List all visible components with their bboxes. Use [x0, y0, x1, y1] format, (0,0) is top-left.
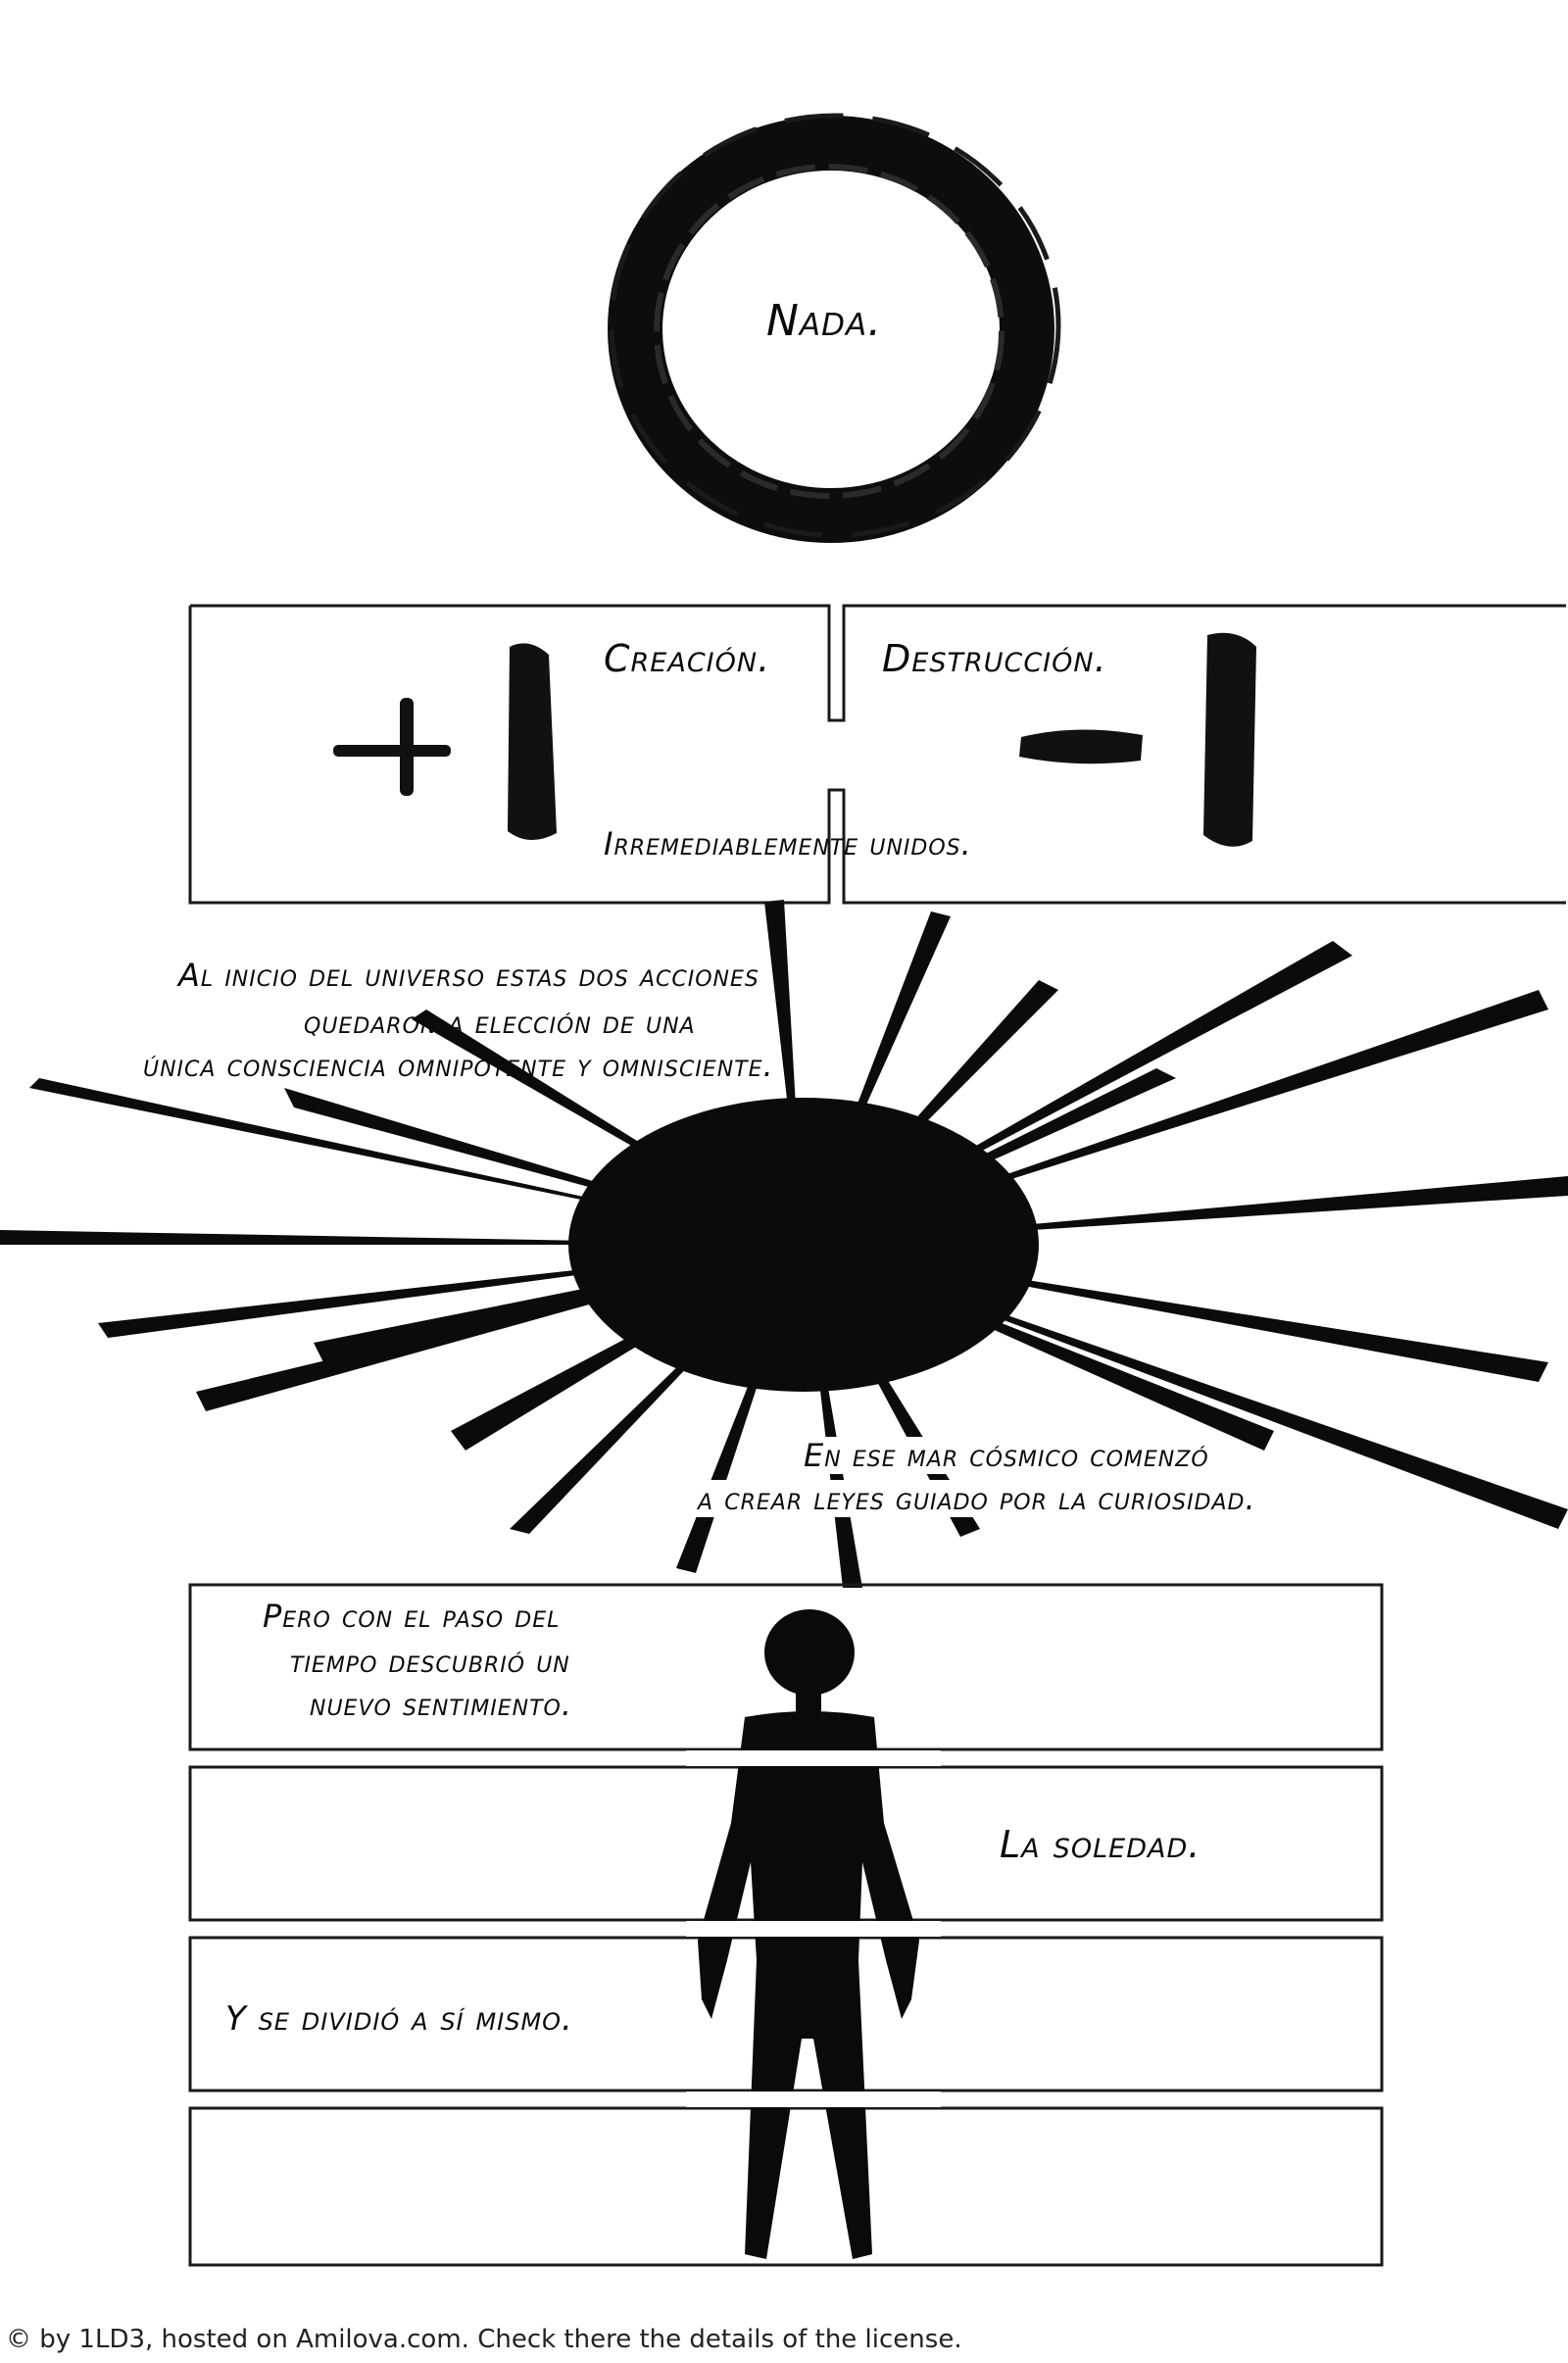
- caption-soledad: La soledad.: [1000, 1823, 1201, 1866]
- caption-inicio-1: Al inicio del universo estas dos acciones: [178, 957, 760, 994]
- caption-dividio: Y se dividió a sí mismo.: [225, 1999, 573, 2039]
- caption-mar-2: a crear leyes guiado por la curiosidad.: [692, 1480, 1262, 1517]
- caption-pero-3: nuevo sentimiento.: [310, 1686, 573, 1723]
- caption-creacion: Creación.: [604, 637, 771, 680]
- caption-pero-1: Pero con el paso del: [263, 1598, 561, 1635]
- caption-pero-2: tiempo descubrió un: [290, 1643, 570, 1680]
- caption-mar-1: En ese mar cósmico comenzó: [798, 1437, 1215, 1474]
- caption-unidos: Irremediablemente unidos.: [604, 825, 972, 862]
- plus-sign-icon: [333, 643, 557, 840]
- caption-nada: Nada.: [766, 296, 883, 346]
- caption-destruccion: Destrucción.: [882, 637, 1107, 680]
- license-credit: © by 1LD3, hosted on Amilova.com. Check there the details of the license.: [6, 2325, 962, 2354]
- caption-inicio-3: única consciencia omnipotente y omnisciente.: [143, 1047, 774, 1084]
- caption-inicio-2: quedaron a elección de una: [304, 1004, 696, 1041]
